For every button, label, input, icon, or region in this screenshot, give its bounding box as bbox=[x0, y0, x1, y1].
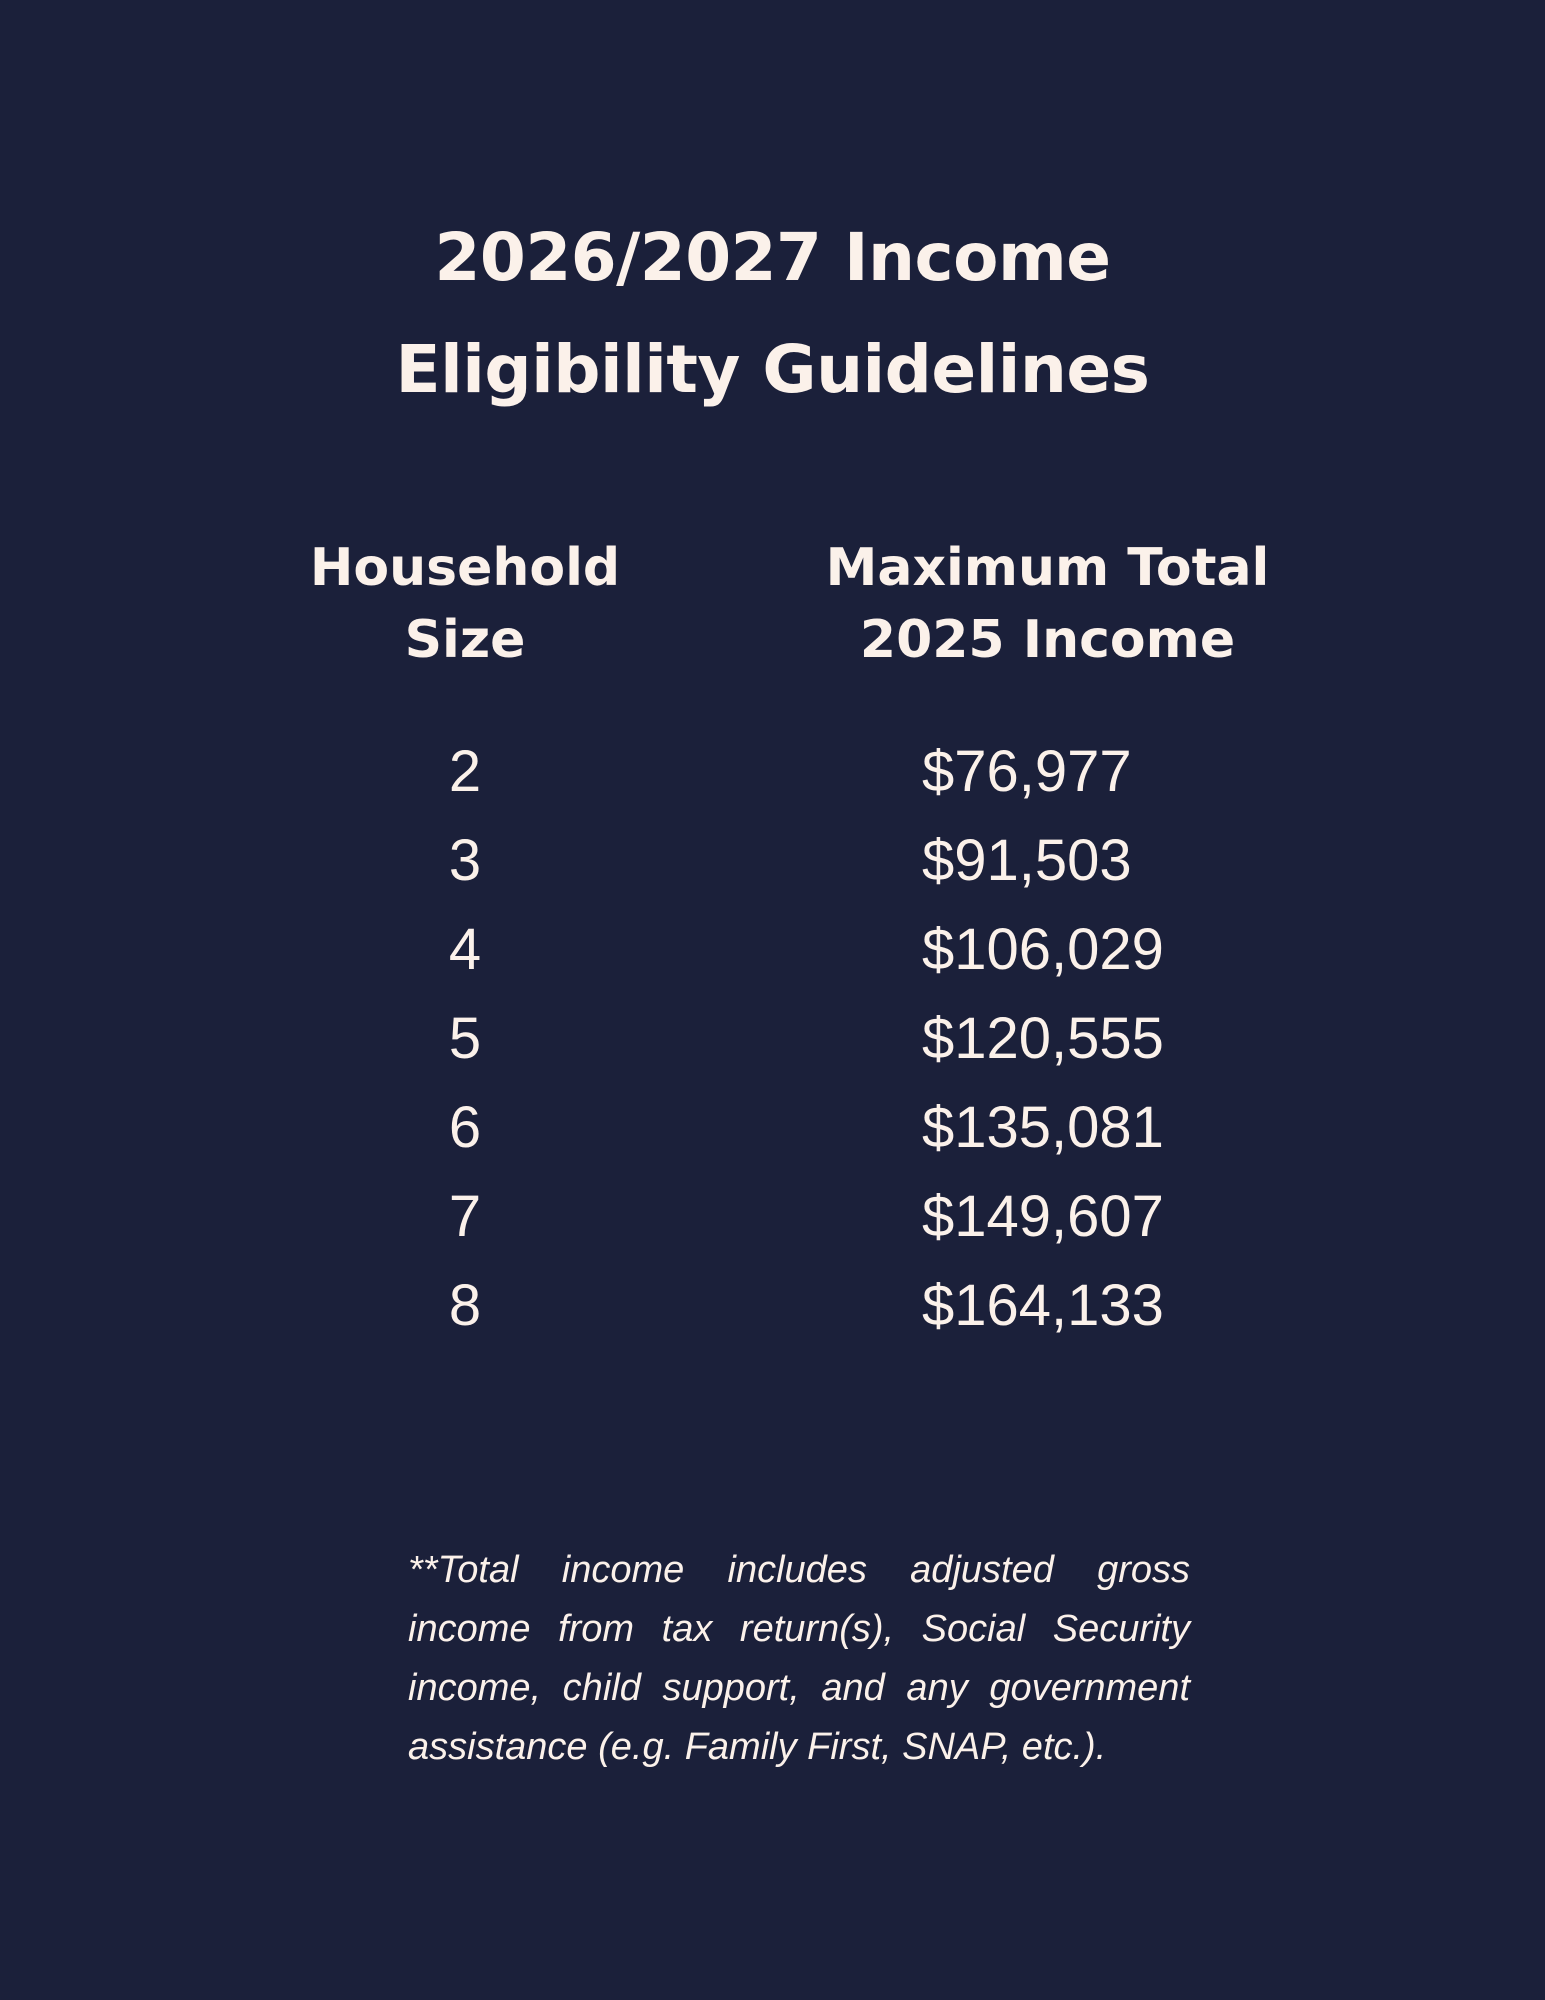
page-title-line-1: 2026/2027 Income bbox=[434, 219, 1111, 297]
max-income-cell: $120,555 bbox=[922, 1006, 1164, 1071]
max-income-cell: $76,977 bbox=[922, 739, 1132, 804]
page-title bbox=[0, 202, 1545, 426]
table-row bbox=[0, 994, 1545, 1083]
table-row bbox=[0, 816, 1545, 905]
household-size-header-line-2: Size bbox=[404, 610, 526, 670]
max-income-header-line-1: Maximum Total bbox=[825, 538, 1270, 598]
max-income-header bbox=[770, 532, 1325, 676]
household-size-cell: 3 bbox=[448, 828, 482, 893]
income-footnote: **Total income includes adjusted gross income from tax return(s), Social Security income, child support, and any government assistance (e.g. Family First, SNAP, etc.). bbox=[408, 1549, 1190, 1768]
household-size-cell: 4 bbox=[448, 917, 482, 982]
max-income-header-line-2: 2025 Income bbox=[859, 610, 1236, 670]
household-size-header bbox=[265, 532, 665, 676]
income-table bbox=[0, 727, 1545, 1350]
table-row bbox=[0, 1172, 1545, 1261]
household-size-cell: 5 bbox=[448, 1006, 482, 1071]
table-row bbox=[0, 1083, 1545, 1172]
max-income-cell: $91,503 bbox=[922, 828, 1132, 893]
household-size-header-line-1: Household bbox=[309, 538, 621, 598]
household-size-cell: 6 bbox=[448, 1095, 482, 1160]
table-row bbox=[0, 727, 1545, 816]
household-size-cell: 8 bbox=[448, 1273, 482, 1338]
table-row bbox=[0, 1261, 1545, 1350]
table-row bbox=[0, 905, 1545, 994]
page-title-line-2: Eligibility Guidelines bbox=[395, 331, 1150, 409]
max-income-cell: $106,029 bbox=[922, 917, 1164, 982]
max-income-cell: $149,607 bbox=[922, 1184, 1164, 1249]
household-size-cell: 7 bbox=[448, 1184, 482, 1249]
household-size-cell: 2 bbox=[448, 739, 482, 804]
max-income-cell: $135,081 bbox=[922, 1095, 1164, 1160]
max-income-cell: $164,133 bbox=[922, 1273, 1164, 1338]
